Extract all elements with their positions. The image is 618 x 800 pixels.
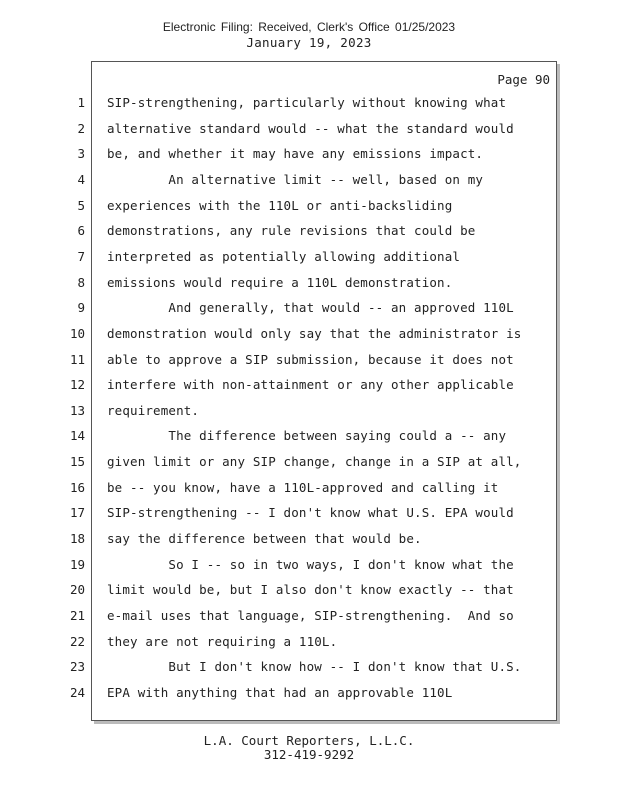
line-number: 3: [77, 146, 85, 162]
transcript-line: they are not requiring a 110L.: [107, 633, 338, 649]
transcript-line: limit would be, but I also don't know exactly -- that: [107, 582, 514, 598]
filing-stamp: Electronic Filing: Received, Clerk's Office 01/25/2023: [162, 20, 456, 34]
transcript-line: alternative standard would -- what the standard would: [107, 120, 514, 136]
transcript-line: So I -- so in two ways, I don't know what the: [107, 556, 514, 572]
transcript-line: experiences with the 110L or anti-backsliding: [107, 197, 453, 213]
transcript-line: EPA with anything that had an approvable 110L: [107, 684, 453, 700]
transcript-line: And generally, that would -- an approved 110L: [107, 300, 514, 316]
line-number: 17: [69, 505, 85, 521]
line-number: 23: [69, 659, 85, 675]
line-number: 15: [69, 454, 85, 470]
transcript-line: able to approve a SIP submission, because it does not: [107, 351, 514, 367]
line-number: 18: [69, 531, 85, 546]
transcript-line: demonstration would only say that the administrator is: [107, 325, 522, 341]
transcript-line: interpreted as potentially allowing additional: [107, 248, 461, 264]
line-number: 12: [69, 377, 85, 393]
transcript-line: demonstrations, any rule revisions that could be: [107, 223, 476, 239]
line-number: 9: [77, 300, 85, 316]
line-number: 16: [69, 479, 85, 495]
reporter-name: L.A. Court Reporters, L.L.C.: [203, 733, 415, 748]
line-number: 13: [69, 402, 85, 418]
reporter-phone: 312-419-9292: [263, 747, 355, 762]
line-number: 14: [69, 428, 85, 444]
transcript-line: say the difference between that would be.: [107, 531, 422, 546]
line-number: 24: [69, 684, 85, 700]
transcript-line: requirement.: [107, 402, 200, 418]
line-number: 10: [69, 325, 85, 341]
transcript-line: interfere with non-attainment or any other applicable: [107, 377, 514, 393]
document-date: January 19, 2023: [246, 35, 372, 50]
line-number: 21: [69, 608, 85, 623]
line-number: 7: [77, 248, 85, 264]
line-number: 4: [77, 171, 85, 187]
line-number: 22: [69, 633, 85, 649]
line-number: 5: [77, 197, 85, 213]
transcript-line: SIP-strengthening -- I don't know what U.S. EPA would: [107, 505, 514, 521]
line-number: 11: [69, 351, 85, 367]
transcript-line: The difference between saying could a -- any: [107, 428, 507, 444]
line-number: 8: [77, 274, 85, 290]
transcript-line: given limit or any SIP change, change in a SIP at all,: [107, 454, 522, 470]
line-number: 1: [77, 95, 85, 110]
line-number: 2: [77, 120, 85, 136]
transcript-line: e-mail uses that language, SIP-strengthening. And so: [107, 608, 514, 623]
line-number: 6: [77, 223, 85, 239]
transcript-line: An alternative limit -- well, based on my: [107, 171, 484, 187]
transcript-line: But I don't know how -- I don't know that U.S.: [107, 659, 522, 675]
transcript-line: be, and whether it may have any emissions impact.: [107, 146, 484, 162]
transcript-line: SIP-strengthening, particularly without knowing what: [107, 95, 507, 110]
line-number: 20: [69, 582, 85, 598]
line-number: 19: [69, 556, 85, 572]
page-number: Page 90: [497, 72, 550, 87]
transcript-line: be -- you know, have a 110L-approved and calling it: [107, 479, 499, 495]
transcript-line: emissions would require a 110L demonstration.: [107, 274, 453, 290]
